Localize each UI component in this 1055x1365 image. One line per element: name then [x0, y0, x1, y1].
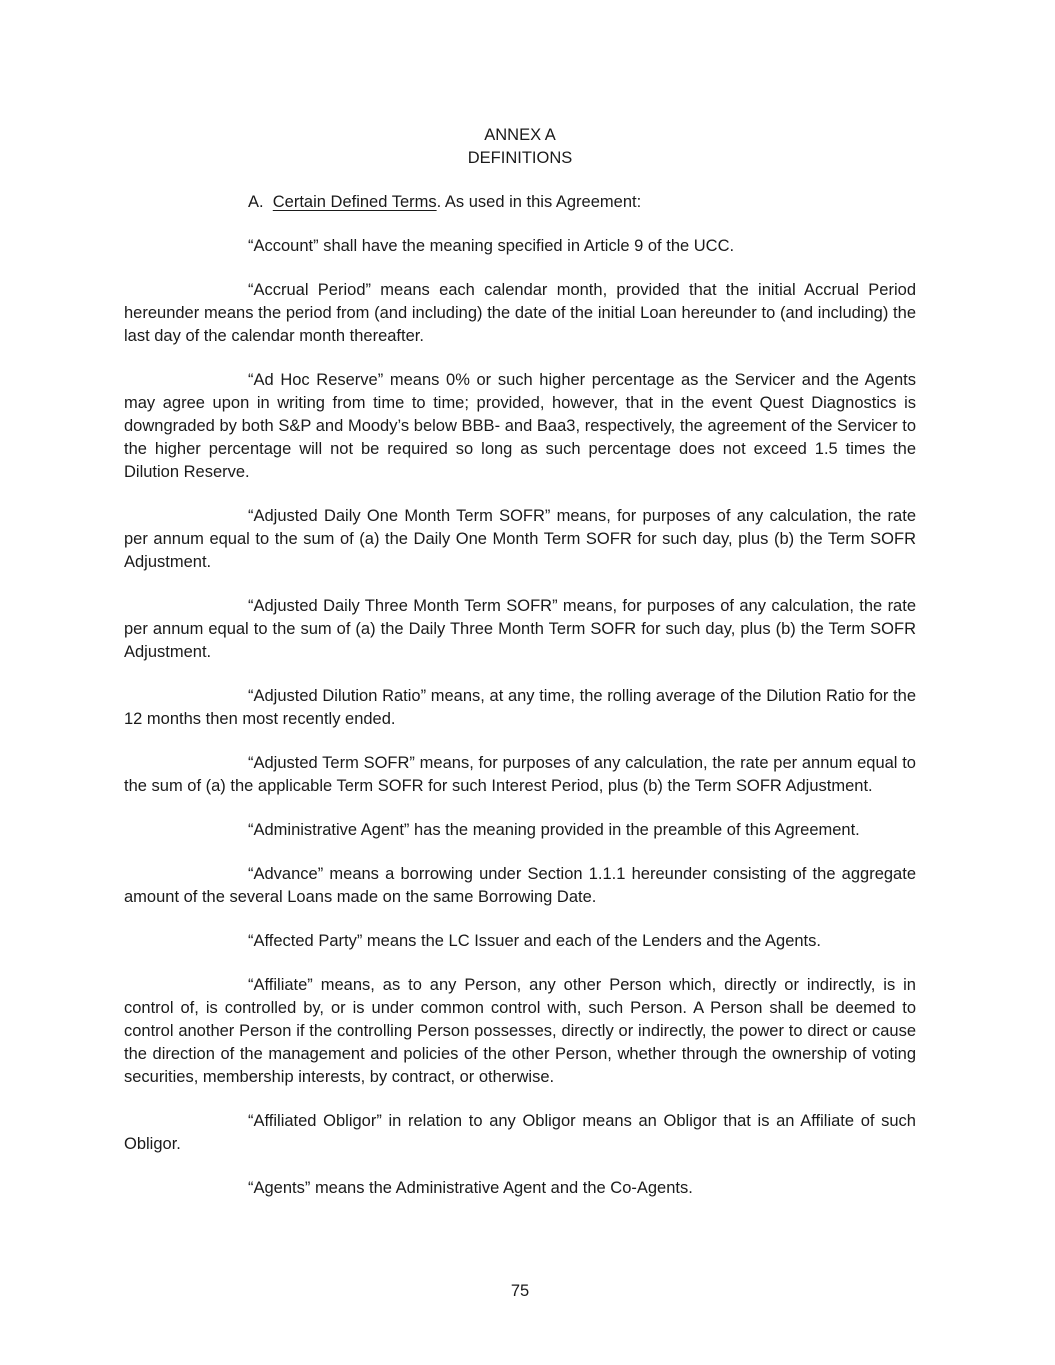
- definition-affiliate: “Affiliate” means, as to any Person, any other Person which, directly or indirectly, is in control of, is controlled by, or is under common control with, such Person. A Person shall be deemed to control another Person if the controlling Person possesses, directly or indirectly, the power to direct or cause the direction of the management and policies of the other Person, whether through the ownership of voting securities, membership interests, by contract, or otherwise.: [124, 976, 916, 1086]
- section-a-heading: Certain Defined Terms: [272, 193, 437, 211]
- definition-adjusted-daily-three-month-term-sofr: “Adjusted Daily Three Month Term SOFR” means, for purposes of any calculation, the rate per annum equal to the sum of (a) the Daily Three Month Term SOFR for such day, plus (b) the Term SOFR Adjustment.: [124, 597, 916, 661]
- definition-affected-party: “Affected Party” means the LC Issuer and each of the Lenders and the Agents.: [248, 932, 821, 950]
- section-a-label: A.: [248, 193, 264, 211]
- section-a-text: . As used in this Agreement:: [436, 193, 642, 211]
- definition-ad-hoc-reserve: “Ad Hoc Reserve” means 0% or such higher percentage as the Servicer and the Agents may agree upon in writing from time to time; provided, however, that in the event Quest Diagnostics is downgraded by both S&P and Moody’s below BBB- and Baa3, respectively, the agreement of the Servicer to the higher percentage will not be required so long as such percentage does not exceed 1.5 times the Dilution Reserve.: [124, 371, 916, 481]
- definition-accrual-period: “Accrual Period” means each calendar month, provided that the initial Accrual Period hereunder means the period from (and including) the date of the initial Loan hereunder to (and including) the last day of the calendar month thereafter.: [124, 281, 916, 345]
- definition-agents: “Agents” means the Administrative Agent and the Co-Agents.: [248, 1179, 693, 1197]
- section-a-intro: [124, 191, 916, 214]
- definition-administrative-agent: “Administrative Agent” has the meaning provided in the preamble of this Agreement.: [248, 821, 860, 839]
- definition-advance: “Advance” means a borrowing under Section 1.1.1 hereunder consisting of the aggregate amount of the several Loans made on the same Borrowing Date.: [124, 865, 916, 906]
- annex-label: ANNEX A: [484, 126, 556, 144]
- definition-account: “Account” shall have the meaning specified in Article 9 of the UCC.: [248, 237, 735, 255]
- page-title: DEFINITIONS: [467, 149, 573, 167]
- definition-adjusted-dilution-ratio: “Adjusted Dilution Ratio” means, at any time, the rolling average of the Dilution Ratio for the 12 months then most recently ended.: [124, 687, 916, 728]
- definition-adjusted-term-sofr: “Adjusted Term SOFR” means, for purposes of any calculation, the rate per annum equal to the sum of (a) the applicable Term SOFR for such Interest Period, plus (b) the Term SOFR Adjustment.: [124, 754, 916, 795]
- definition-adjusted-daily-one-month-term-sofr: “Adjusted Daily One Month Term SOFR” means, for purposes of any calculation, the rate per annum equal to the sum of (a) the Daily One Month Term SOFR for such day, plus (b) the Term SOFR Adjustment.: [124, 507, 916, 571]
- page-number: 75: [510, 1282, 530, 1300]
- document-body: [124, 191, 916, 1221]
- definition-affiliated-obligor: “Affiliated Obligor” in relation to any Obligor means an Obligor that is an Affiliate of such Obligor.: [124, 1112, 916, 1153]
